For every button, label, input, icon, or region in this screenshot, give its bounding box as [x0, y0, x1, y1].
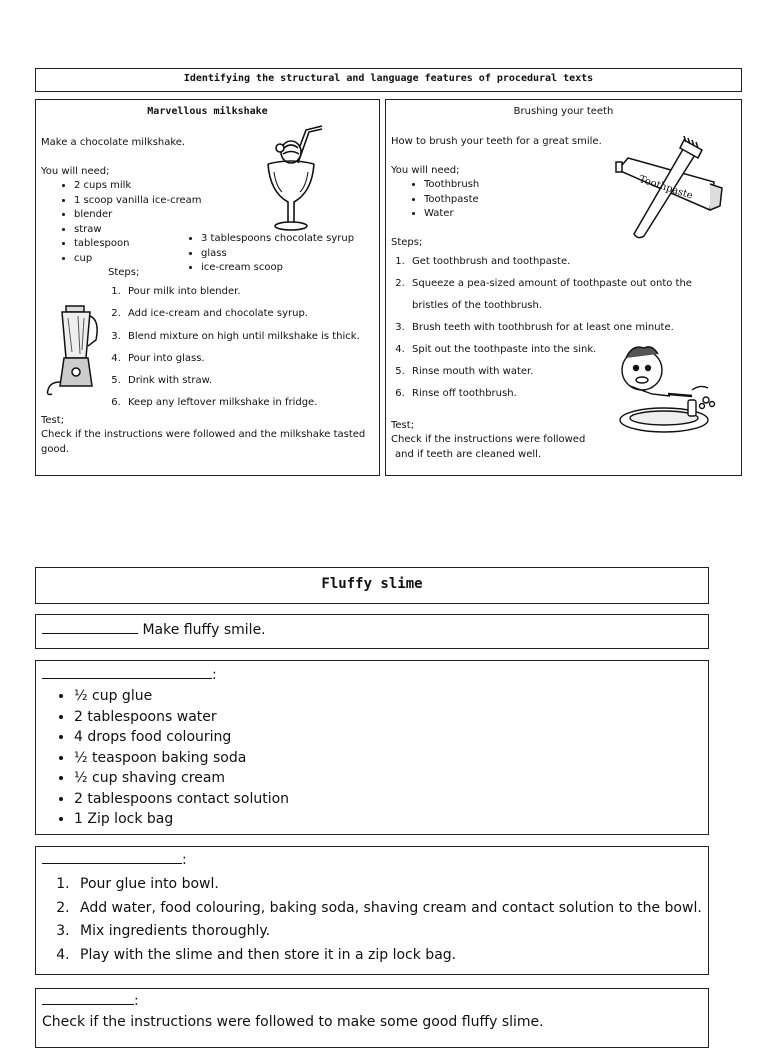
test-blank[interactable]	[42, 994, 134, 1005]
test-colon: :	[134, 993, 139, 1009]
list-item: 4. Pour into glass.	[124, 348, 360, 370]
slime-goal-line	[42, 622, 266, 638]
teeth-title: Brushing your teeth	[513, 106, 614, 117]
milkshake-test-label: Test;	[41, 415, 65, 426]
list-item: • 3 tablespoons chocolate syrup	[201, 232, 354, 247]
slime-title-box	[35, 567, 709, 604]
list-item: 4. Play with the slime and then store it in a zip lock bag.	[74, 944, 702, 968]
step-text: Squeeze a pea-sized amount of toothpaste out onto the	[412, 278, 692, 289]
list-item: 3. Blend mixture on high until milkshake is thick.	[124, 326, 360, 348]
list-item: 1. Get toothbrush and toothpaste.	[408, 251, 692, 273]
milkshake-test-line1: Check if the instructions were followed and the milkshake tasted	[41, 429, 366, 440]
list-item: • 2 tablespoons water	[74, 707, 289, 728]
test-heading	[42, 993, 139, 1009]
list-item: • Toothbrush	[424, 178, 479, 193]
goal-blank[interactable]	[42, 623, 138, 634]
list-item	[408, 273, 692, 317]
worksheet-title-box	[35, 68, 742, 92]
milkshake-test-line2: good.	[41, 444, 70, 455]
steps-heading	[42, 852, 187, 868]
steps-blank[interactable]	[42, 853, 182, 864]
milkshake-steps-list	[102, 281, 360, 415]
teeth-panel	[385, 99, 742, 476]
list-item: • 2 cups milk	[74, 179, 202, 194]
step-text-cont: bristles of the toothbrush.	[412, 300, 543, 311]
list-item: • ½ teaspoon baking soda	[74, 748, 289, 769]
materials-heading	[42, 667, 217, 683]
worksheet-title: Identifying the structural and language features of procedural texts	[183, 73, 594, 84]
list-item: • 1 scoop vanilla ice-cream	[74, 194, 202, 209]
list-item: 4. Spit out the toothpaste into the sink.	[408, 339, 692, 361]
teeth-test-line1: Check if the instructions were followed	[391, 434, 586, 445]
list-item: 3. Mix ingredients thoroughly.	[74, 920, 702, 944]
list-item: 2. Add water, food colouring, baking soda, shaving cream and contact solution to the bowl.	[74, 897, 702, 921]
teeth-items-list	[402, 178, 479, 222]
slime-materials-box	[35, 660, 709, 835]
list-item: • 2 tablespoons contact solution	[74, 789, 289, 810]
slime-title: Fluffy slime	[321, 576, 423, 592]
boy-brushing-icon	[612, 340, 718, 436]
blender-icon	[44, 300, 108, 396]
list-item: • ½ cup glue	[74, 686, 289, 707]
list-item: 5. Drink with straw.	[124, 370, 360, 392]
list-item: 3. Brush teeth with toothbrush for at least one minute.	[408, 317, 692, 339]
teeth-test-label: Test;	[391, 420, 415, 431]
slime-goal-text: Make fluffy smile.	[142, 622, 266, 638]
milkshake-goal: Make a chocolate milkshake.	[41, 137, 186, 148]
slime-test-box	[35, 988, 709, 1048]
list-item: • ice-cream scoop	[201, 261, 354, 276]
slime-steps-list	[38, 873, 702, 967]
teeth-test-line2: and if teeth are cleaned well.	[395, 449, 542, 460]
milkshake-glass-icon	[258, 122, 330, 236]
slime-goal-box	[35, 614, 709, 649]
list-item: 1. Pour milk into blender.	[124, 281, 360, 303]
milkshake-panel	[35, 99, 380, 476]
list-item: • straw	[74, 223, 202, 238]
list-item: • ½ cup shaving cream	[74, 768, 289, 789]
milkshake-need-label: You will need;	[41, 166, 110, 177]
list-item: • 1 Zip lock bag	[74, 809, 289, 830]
milkshake-steps-label: Steps;	[108, 267, 140, 278]
list-item: • cup	[74, 252, 202, 267]
list-item: 1. Pour glue into bowl.	[74, 873, 702, 897]
materials-blank[interactable]	[42, 668, 212, 679]
teeth-goal: How to brush your teeth for a great smile.	[391, 136, 602, 147]
list-item: • glass	[201, 247, 354, 262]
list-item: • Toothpaste	[424, 193, 479, 208]
list-item: 6. Keep any leftover milkshake in fridge.	[124, 392, 360, 414]
teeth-need-label: You will need;	[391, 165, 460, 176]
materials-colon: :	[212, 667, 217, 683]
list-item: 2. Add ice-cream and chocolate syrup.	[124, 303, 360, 325]
teeth-steps-label: Steps;	[391, 237, 423, 248]
slime-test-text: Check if the instructions were followed to make some good fluffy slime.	[42, 1014, 544, 1030]
slime-steps-box	[35, 846, 709, 975]
steps-colon: :	[182, 852, 187, 868]
list-item: • Water	[424, 207, 479, 222]
list-item: • blender	[74, 208, 202, 223]
list-item: 5. Rinse mouth with water.	[408, 361, 692, 383]
list-item: 6. Rinse off toothbrush.	[408, 383, 692, 405]
list-item: • 4 drops food colouring	[74, 727, 289, 748]
list-item: • tablespoon	[74, 237, 202, 252]
milkshake-title: Marvellous milkshake	[147, 106, 268, 117]
slime-materials-list	[38, 686, 289, 830]
toothpaste-label: Toothpaste	[637, 174, 695, 202]
milkshake-items-list-2	[179, 232, 354, 276]
